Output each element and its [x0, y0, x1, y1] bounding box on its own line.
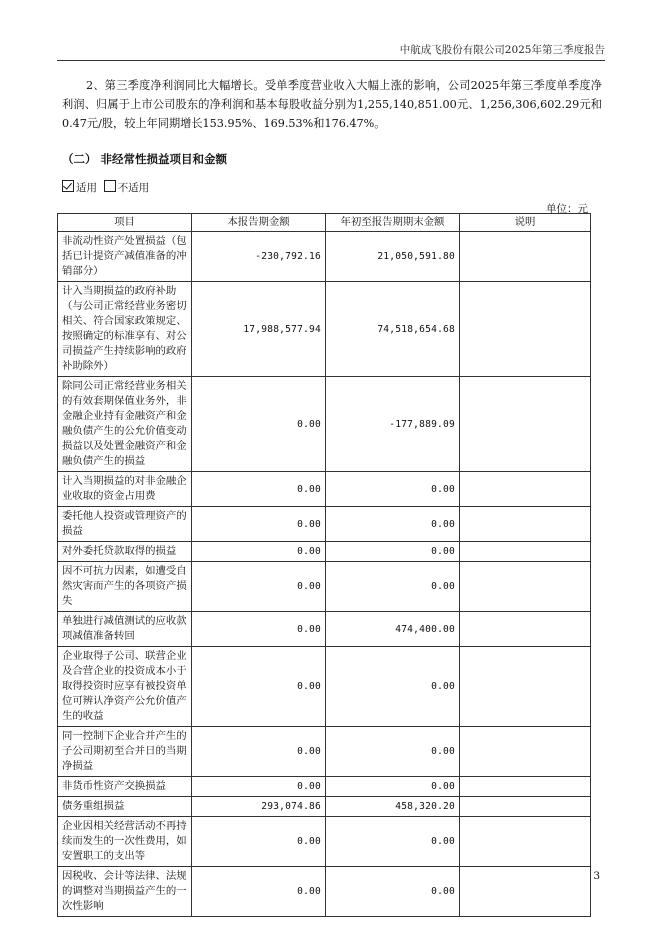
row-current-cell: 0.00 [192, 817, 326, 867]
row-item-cell: 除同公司正常经营业务相关的有效套期保值业务外，非金融企业持有金融资产和金融负债产生的公允价值变动损益以及处置金融资产和金融负债产生的损益 [58, 377, 192, 472]
row-note-cell [460, 867, 591, 917]
row-item-cell: 委托他人投资或管理资产的损益 [58, 507, 192, 542]
row-ytd-cell: 74,518,654.68 [326, 282, 460, 377]
row-note-cell [460, 612, 591, 647]
row-ytd-cell: 0.00 [326, 472, 460, 507]
row-current-cell: 0.00 [192, 777, 326, 797]
row-current-cell: 0.00 [192, 377, 326, 472]
row-item-cell: 债务重组损益 [58, 797, 192, 817]
row-item-cell: 计入当期损益的对非金融企业收取的资金占用费 [58, 472, 192, 507]
row-note-cell [460, 472, 591, 507]
row-note-cell [460, 232, 591, 282]
section-title: （二） 非经常性损益项目和金额 [62, 152, 228, 166]
not-applicable-checkbox[interactable] [104, 180, 116, 192]
header-item: 项目 [58, 214, 192, 232]
table-row [58, 647, 591, 727]
row-ytd-cell: 0.00 [326, 817, 460, 867]
row-ytd-cell: -177,889.09 [326, 377, 460, 472]
header-current-period: 本报告期金额 [192, 214, 326, 232]
row-ytd-cell: 21,050,591.80 [326, 232, 460, 282]
applicable-checkbox[interactable] [62, 180, 74, 192]
row-current-cell: 0.00 [192, 472, 326, 507]
table-row [58, 377, 591, 472]
table-row [58, 612, 591, 647]
table-row [58, 867, 591, 917]
page-number: 3 [593, 870, 600, 882]
row-ytd-cell: 458,320.20 [326, 797, 460, 817]
row-note-cell [460, 282, 591, 377]
unit-label: 单位：元 [546, 203, 588, 215]
row-note-cell [460, 542, 591, 562]
row-ytd-cell: 0.00 [326, 562, 460, 612]
row-note-cell [460, 647, 591, 727]
row-note-cell [460, 817, 591, 867]
row-current-cell: 0.00 [192, 612, 326, 647]
row-ytd-cell: 0.00 [326, 777, 460, 797]
row-current-cell: 17,988,577.94 [192, 282, 326, 377]
row-item-cell: 同一控制下企业合并产生的子公司期初至合并日的当期净损益 [58, 727, 192, 777]
table-row [58, 542, 591, 562]
table-row [58, 562, 591, 612]
row-item-cell: 对外委托贷款取得的损益 [58, 542, 192, 562]
non-recurring-gains-table [57, 213, 591, 917]
row-ytd-cell: 0.00 [326, 647, 460, 727]
paragraph-text: 2、第三季度净利润同比大幅增长。受单季度营业收入大幅上涨的影响，公司2025年第三季度单季度净利润、归属于上市公司股东的净利润和基本每股收益分别为1,255,140,851.00元、1,256,306,602.29元和0.47元/股，较上年同期增长153.95%、169.53%和176.47%。 [62, 79, 602, 130]
applicability-options [62, 180, 149, 195]
table-header-row [58, 214, 591, 232]
table-row [58, 797, 591, 817]
row-note-cell [460, 377, 591, 472]
row-current-cell: 293,074.86 [192, 797, 326, 817]
row-item-cell: 因不可抗力因素，如遭受自然灾害而产生的各项资产损失 [58, 562, 192, 612]
table-row [58, 777, 591, 797]
row-note-cell [460, 797, 591, 817]
row-item-cell: 非流动性资产处置损益（包括已计提资产减值准备的冲销部分） [58, 232, 192, 282]
table-row [58, 232, 591, 282]
row-current-cell: 0.00 [192, 727, 326, 777]
applicable-label: 适用 [76, 182, 97, 194]
row-item-cell: 计入当期损益的政府补助（与公司正常经营业务密切相关、符合国家政策规定、按照确定的标准享有、对公司损益产生持续影响的政府补助除外） [58, 282, 192, 377]
table-row [58, 472, 591, 507]
row-ytd-cell: 474,400.00 [326, 612, 460, 647]
row-note-cell [460, 727, 591, 777]
row-current-cell: 0.00 [192, 507, 326, 542]
profit-growth-paragraph [62, 76, 602, 133]
row-current-cell: 0.00 [192, 562, 326, 612]
report-header-title: 中航成飞股份有限公司2025年第三季度报告 [399, 44, 605, 56]
row-note-cell [460, 507, 591, 542]
header-note: 说明 [460, 214, 591, 232]
row-item-cell: 非货币性资产交换损益 [58, 777, 192, 797]
row-ytd-cell: 0.00 [326, 507, 460, 542]
row-current-cell: -230,792.16 [192, 232, 326, 282]
table-row [58, 817, 591, 867]
table-row [58, 507, 591, 542]
not-applicable-label: 不适用 [117, 182, 150, 194]
row-current-cell: 0.00 [192, 647, 326, 727]
row-item-cell: 企业因相关经营活动不再持续而发生的一次性费用，如安置职工的支出等 [58, 817, 192, 867]
row-ytd-cell: 0.00 [326, 727, 460, 777]
row-ytd-cell: 0.00 [326, 542, 460, 562]
header-ytd: 年初至报告期期末金额 [326, 214, 460, 232]
row-current-cell: 0.00 [192, 867, 326, 917]
row-item-cell: 企业取得子公司、联营企业及合营企业的投资成本小于取得投资时应享有被投资单位可辨认净资产公允价值产生的收益 [58, 647, 192, 727]
header-divider [57, 60, 605, 61]
table-row [58, 727, 591, 777]
row-current-cell: 0.00 [192, 542, 326, 562]
row-note-cell [460, 562, 591, 612]
row-item-cell: 单独进行减值测试的应收款项减值准备转回 [58, 612, 192, 647]
table-row [58, 282, 591, 377]
row-note-cell [460, 777, 591, 797]
row-item-cell: 因税收、会计等法律、法规的调整对当期损益产生的一次性影响 [58, 867, 192, 917]
row-ytd-cell: 0.00 [326, 867, 460, 917]
